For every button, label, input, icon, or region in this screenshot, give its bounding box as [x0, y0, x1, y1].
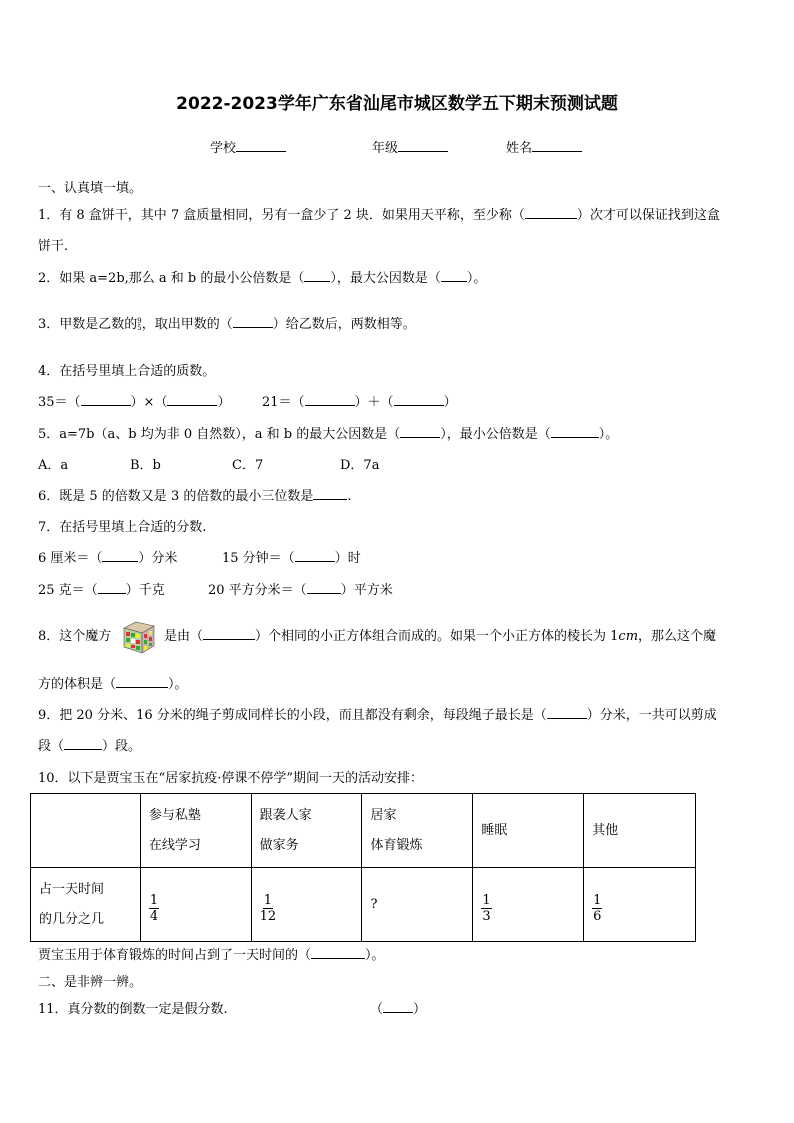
question-10: 10．以下是贾宝玉在“居家抗疫·停课不停学”期间一天的活动安排：	[38, 771, 423, 786]
question-9-cont: 段（ ）段。	[38, 739, 142, 754]
question-7-line2a: 25 克＝（ ）千克	[38, 583, 165, 598]
question-10-answer: 贾宝玉用于体育锻炼的时间占到了一天时间的（ ）。	[38, 948, 385, 963]
section-heading: 一、认真填一填。	[38, 181, 143, 196]
fraction-cell: $\frac{1}{3}$	[473, 868, 584, 942]
question-7-line1b: 15 分钟＝（ ）时	[222, 551, 361, 566]
option-c: C．7	[232, 458, 264, 473]
question-1-cont: 饼干.	[38, 239, 69, 254]
table-header-cell: 睡眠	[473, 794, 584, 868]
grade-field: 年级	[372, 140, 448, 158]
table-header-cell: 其他	[584, 794, 696, 868]
page-title: 2022-2023学年广东省汕尾市城区数学五下期末预测试题	[176, 94, 618, 114]
name-field: 姓名	[506, 140, 582, 158]
question-4-right: 21＝（ ）＋（ ）	[262, 395, 457, 410]
question-8-line2: 方的体积是（ ）。	[38, 677, 188, 692]
question-1: 1．有 8 盒饼干，其中 7 盒质量相同，另有一盒少了 2 块．如果用天平称，至少称（ ）次才可以保证找到这盒	[38, 208, 720, 223]
unknown-cell: ?	[362, 868, 473, 942]
question-6: 6．既是 5 的倍数又是 3 的倍数的最小三位数是 .	[38, 489, 352, 504]
table-header-row	[31, 794, 696, 868]
fraction-cell: $\frac{1}{4}$	[140, 868, 251, 942]
question-7: 7．在括号里填上合适的分数.	[38, 520, 207, 535]
rubiks-cube-image	[121, 619, 157, 655]
small-fraction: 9 5	[137, 316, 142, 332]
row-label-cell: 占一天时间 的几分之几	[31, 868, 141, 942]
fraction-cell: $\frac{1}{12}$	[251, 868, 362, 942]
table-header-cell: 跟袭人家 做家务	[251, 794, 362, 868]
table-header-cell: 参与私塾 在线学习	[140, 794, 251, 868]
question-4-left: 35＝（ ）×（ ）	[38, 395, 231, 410]
question-9: 9．把 20 分米、16 分米的绳子剪成同样长的小段，而且都没有剩余，每段绳子最长是（ ）分米，一共可以剪成	[38, 708, 717, 723]
section-heading: 二、是非辨一辨。	[38, 975, 143, 990]
question-11-answer: （ ）	[370, 1002, 427, 1017]
question-8-cont: 是由（ ）个相同的小正方体组合而成的。如果一个小正方体的棱长为 1cm，那么这个魔	[164, 629, 717, 644]
table-header-cell: 居家 体育锻炼	[362, 794, 473, 868]
question-7-line1a: 6 厘米＝（ ）分米	[38, 551, 178, 566]
option-a: A．a	[38, 458, 69, 473]
option-b: B．b	[130, 458, 161, 473]
table-row	[31, 868, 696, 942]
question-7-line2b: 20 平方分米＝（ ）平方米	[208, 583, 393, 598]
question-8: 8．这个魔方	[38, 629, 112, 644]
question-2: 2．如果 a=2b,那么 a 和 b 的最小公倍数是（ ），最大公因数是（ ）。	[38, 271, 487, 286]
question-3: 3．甲数是乙数的 9 5 ，取出甲数的（ ）给乙数后，两数相等。	[38, 316, 416, 332]
table-header-cell	[31, 794, 141, 868]
activity-table	[30, 793, 696, 942]
question-4: 4．在括号里填上合适的质数。	[38, 364, 216, 379]
school-field: 学校	[210, 140, 286, 158]
question-5: 5．a=7b（a、b 均为非 0 自然数），a 和 b 的最大公因数是（ ），最小公倍数是（ ）。	[38, 427, 619, 442]
option-d: D．7a	[340, 458, 380, 473]
question-11: 11．真分数的倒数一定是假分数.	[38, 1002, 228, 1017]
fraction-cell: $\frac{1}{6}$	[584, 868, 696, 942]
